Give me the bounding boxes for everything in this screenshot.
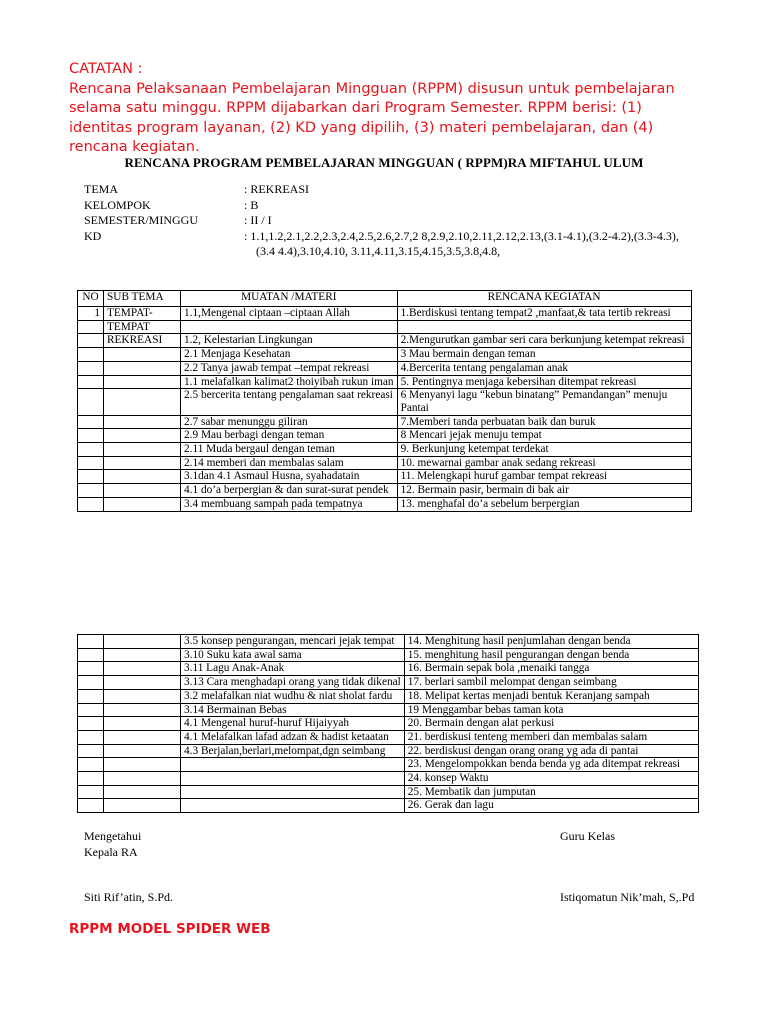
cell-muatan: 1.1 melafalkan kalimat2 thoiyibah rukun iman: [181, 375, 398, 389]
cell-no: [78, 689, 104, 703]
cell-rencana: 5. Pentingnya menjaga kebersihan ditempat rekreasi: [397, 375, 691, 389]
info-label: SEMESTER/MINGGU: [84, 213, 199, 227]
cell-sub-tema: [104, 456, 181, 470]
cell-no: [78, 334, 104, 348]
cell-rencana: 13. menghafal do’a sebelum berpergian: [397, 497, 691, 511]
cell-no: [78, 772, 104, 786]
cell-sub-tema: TEMPAT: [104, 320, 181, 334]
cell-muatan: 4.1 Mengenal huruf-huruf Hijaiyyah: [181, 717, 405, 731]
table-row: [78, 429, 692, 443]
cell-sub-tema: [104, 429, 181, 443]
cell-muatan: 4.1 do’a berpergian & dan surat-surat pendek: [181, 484, 398, 498]
cell-rencana: 17. berlari sambil melompat dengan seimbang: [404, 676, 698, 690]
cell-rencana: 18. Melipat kertas menjadi bentuk Keranjang sampah: [404, 689, 698, 703]
cell-rencana: 16. Bermain sepak bola ,menaiki tangga: [404, 662, 698, 676]
cell-rencana: 7.Memberi tanda perbuatan baik dan buruk: [397, 415, 691, 429]
document-title: RENCANA PROGRAM PEMBELAJARAN MINGGUAN ( RPPM)RA MIFTAHUL ULUM: [124, 155, 644, 170]
bottom-title: RPPM MODEL SPIDER WEB: [69, 921, 271, 937]
cell-rencana: 3 Mau bermain dengan teman: [397, 348, 691, 362]
info-label: TEMA: [84, 182, 118, 196]
cell-muatan: 1.2, Kelestarian Lingkungan: [181, 334, 398, 348]
table-header-row: [78, 291, 692, 307]
cell-sub-tema: [104, 635, 181, 649]
cell-no: [78, 758, 104, 772]
cell-rencana: 2.Mengurutkan gambar seri cara berkunjung ketempat rekreasi: [397, 334, 691, 348]
cell-no: [78, 389, 104, 415]
cell-rencana: 22. berdiskusi dengan orang orang yg ada di pantai: [404, 744, 698, 758]
table-row: [78, 730, 699, 744]
cell-no: [78, 484, 104, 498]
info-value: : 1.1,1.2,2.1,2.2,2.3,2.4,2.5,2.6,2.7,2 8,2.9,2.10,2.11,2.12,2.13,(3.1-4.1),(3.2-4.2),(3.3-4.3),: [244, 228, 679, 243]
cell-muatan: [181, 772, 405, 786]
cell-no: [78, 730, 104, 744]
cell-sub-tema: TEMPAT-: [104, 307, 181, 321]
cell-rencana: 15. menghitung hasil pengurangan dengan benda: [404, 648, 698, 662]
cell-no: [78, 470, 104, 484]
table-row: [78, 334, 692, 348]
table-row: [78, 676, 699, 690]
cell-rencana: [397, 320, 691, 334]
cell-muatan: 3.4 membuang sampah pada tempatnya: [181, 497, 398, 511]
table-row: [78, 470, 692, 484]
table-row: [78, 662, 699, 676]
table-row: [78, 456, 692, 470]
cell-rencana: 23. Mengelompokkan benda benda yg ada ditempat rekreasi: [404, 758, 698, 772]
info-label: KD: [84, 228, 102, 243]
table-row: [78, 772, 699, 786]
table-row: [78, 717, 699, 731]
header-muatan: MUATAN /MATERI: [181, 291, 398, 307]
cell-sub-tema: [104, 676, 181, 690]
cell-muatan: 3.11 Lagu Anak-Anak: [181, 662, 405, 676]
cell-rencana: 19 Menggambar bebas taman kota: [404, 703, 698, 717]
table-row: [78, 744, 699, 758]
cell-muatan: 3.13 Cara menghadapi orang yang tidak dikenal: [181, 676, 405, 690]
mengetahui-label: Mengetahui: [84, 829, 142, 843]
cell-muatan: 3.2 melafalkan niat wudhu & niat sholat fardu: [181, 689, 405, 703]
cell-rencana: 14. Menghitung hasil penjumlahan dengan benda: [404, 635, 698, 649]
cell-no: [78, 635, 104, 649]
cell-sub-tema: [104, 648, 181, 662]
info-value: : REKREASI: [244, 182, 310, 196]
table-row: [78, 484, 692, 498]
table-row: [78, 758, 699, 772]
cell-rencana: 1.Berdiskusi tentang tempat2 ,manfaat,& tata tertib rekreasi: [397, 307, 691, 321]
cell-no: [78, 429, 104, 443]
table-row: [78, 389, 692, 415]
cell-sub-tema: [104, 348, 181, 362]
cell-muatan: 4.3 Berjalan,berlari,melompat,dgn seimbang: [181, 744, 405, 758]
table-row: [78, 785, 699, 799]
info-value: : B: [244, 197, 259, 212]
cell-no: [78, 497, 104, 511]
note-block: [69, 60, 709, 158]
cell-muatan: [181, 785, 405, 799]
cell-no: [78, 785, 104, 799]
table-row: [78, 703, 699, 717]
cell-no: [78, 744, 104, 758]
info-value: : II / I: [244, 213, 272, 227]
cell-sub-tema: [104, 470, 181, 484]
cell-sub-tema: [104, 415, 181, 429]
cell-sub-tema: [104, 730, 181, 744]
table-row: [78, 648, 699, 662]
cell-no: [78, 717, 104, 731]
cell-muatan: 2.11 Muda bergaul dengan teman: [181, 443, 398, 457]
cell-muatan: 2.5 bercerita tentang pengalaman saat rekreasi: [181, 389, 398, 415]
cell-sub-tema: [104, 497, 181, 511]
cell-sub-tema: REKREASI: [104, 334, 181, 348]
rppm-table-2: [77, 634, 699, 813]
signature-left-name: Siti Rif’atin, S.Pd.: [84, 890, 174, 904]
cell-no: [78, 348, 104, 362]
cell-muatan: [181, 799, 405, 813]
cell-sub-tema: [104, 662, 181, 676]
cell-no: [78, 443, 104, 457]
cell-sub-tema: [104, 772, 181, 786]
cell-rencana: 8 Mencari jejak menuju tempat: [397, 429, 691, 443]
note-body: Rencana Pelaksanaan Pembelajaran Mingguan (RPPM) disusun untuk pembelajaran selama satu minggu. RPPM dijabarkan dari Program Semester. RPPM berisi: (1) identitas program layanan, (2) KD yang dipilih, (3) materi pembelajaran, dan (4) rencana kegiatan.: [69, 80, 675, 155]
cell-sub-tema: [104, 375, 181, 389]
cell-muatan: 3.1dan 4.1 Asmaul Husna, syahadatain: [181, 470, 398, 484]
header-sub-tema: SUB TEMA: [104, 291, 181, 307]
cell-muatan: [181, 320, 398, 334]
cell-muatan: 2.1 Menjaga Kesehatan: [181, 348, 398, 362]
cell-sub-tema: [104, 443, 181, 457]
cell-no: [78, 703, 104, 717]
table-row: [78, 689, 699, 703]
cell-rencana: 4.Bercerita tentang pengalaman anak: [397, 361, 691, 375]
cell-muatan: 2.9 Mau berbagi dengan teman: [181, 429, 398, 443]
cell-sub-tema: [104, 744, 181, 758]
cell-rencana: 21. berdiskusi tenteng memberi dan membalas salam: [404, 730, 698, 744]
cell-muatan: 3.5 konsep pengurangan, mencari jejak tempat: [181, 635, 405, 649]
cell-no: [78, 676, 104, 690]
cell-muatan: 2.7 sabar menunggu giliran: [181, 415, 398, 429]
cell-rencana: 6 Menyanyi lagu “kebun binatang” Pemandangan” menuju Pantai: [397, 389, 691, 415]
kepala-label: Kepala RA: [84, 845, 138, 859]
cell-rencana: 26. Gerak dan lagu: [404, 799, 698, 813]
signature-left: [84, 828, 141, 860]
cell-no: [78, 662, 104, 676]
cell-sub-tema: [104, 785, 181, 799]
cell-no: 1: [78, 307, 104, 321]
cell-no: [78, 648, 104, 662]
cell-rencana: 10. mewarnai gambar anak sedang rekreasi: [397, 456, 691, 470]
cell-sub-tema: [104, 717, 181, 731]
cell-sub-tema: [104, 484, 181, 498]
info-value-continued: (3.4 4.4),3.10,4.10, 3.11,4.11,3.15,4.15,3.5,3.8,4.8,: [256, 244, 501, 258]
cell-sub-tema: [104, 389, 181, 415]
cell-no: [78, 320, 104, 334]
cell-sub-tema: [104, 689, 181, 703]
cell-no: [78, 361, 104, 375]
rppm-table-1: [77, 290, 692, 512]
cell-no: [78, 415, 104, 429]
cell-rencana: 20. Bermain dengan alat perkusi: [404, 717, 698, 731]
cell-rencana: 25. Membatik dan jumputan: [404, 785, 698, 799]
cell-muatan: [181, 758, 405, 772]
cell-sub-tema: [104, 703, 181, 717]
cell-no: [78, 375, 104, 389]
cell-no: [78, 456, 104, 470]
cell-muatan: 2.2 Tanya jawab tempat –tempat rekreasi: [181, 361, 398, 375]
table-row: [78, 635, 699, 649]
cell-rencana: 11. Melengkapi huruf gambar tempat rekreasi: [397, 470, 691, 484]
table-row: [78, 799, 699, 813]
cell-muatan: 3.14 Bermainan Bebas: [181, 703, 405, 717]
cell-no: [78, 799, 104, 813]
header-no: NO: [78, 291, 104, 307]
table-row: [78, 307, 692, 321]
table-row: [78, 348, 692, 362]
signature-right-name: Istiqomatun Nik’mah, S,.Pd: [560, 890, 695, 904]
table-row: [78, 415, 692, 429]
table-row: [78, 375, 692, 389]
table-row: [78, 497, 692, 511]
info-label: KELOMPOK: [84, 197, 151, 212]
cell-muatan: 3.10 Suku kata awal sama: [181, 648, 405, 662]
cell-sub-tema: [104, 799, 181, 813]
cell-muatan: 2.14 memberi dan membalas salam: [181, 456, 398, 470]
cell-rencana: 12. Bermain pasir, bermain di bak air: [397, 484, 691, 498]
table-row: [78, 361, 692, 375]
header-rencana: RENCANA KEGIATAN: [397, 291, 691, 307]
cell-rencana: 24. konsep Waktu: [404, 772, 698, 786]
cell-sub-tema: [104, 361, 181, 375]
signature-right: Guru Kelas: [560, 829, 615, 843]
cell-muatan: 1.1,Mengenal ciptaan –ciptaan Allah: [181, 307, 398, 321]
cell-sub-tema: [104, 758, 181, 772]
note-heading: CATATAN :: [69, 61, 143, 77]
table-row: [78, 443, 692, 457]
cell-rencana: 9. Berkunjung ketempat terdekat: [397, 443, 691, 457]
cell-muatan: 4.1 Melafalkan lafad adzan & hadist ketaatan: [181, 730, 405, 744]
table-row: [78, 320, 692, 334]
